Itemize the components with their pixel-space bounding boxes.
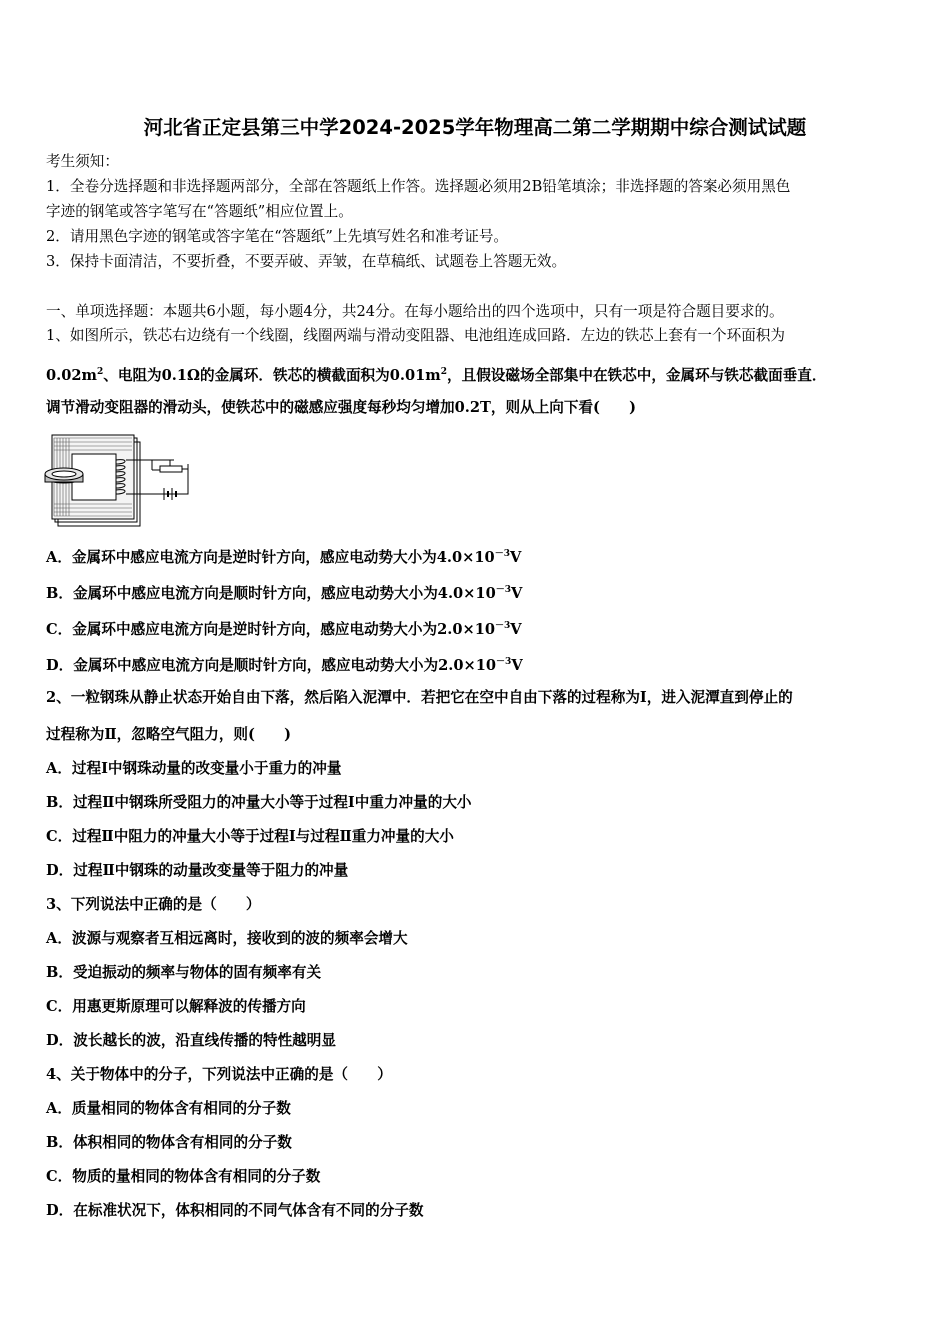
notice-line: 1．全卷分选择题和非选择题两部分，全部在答题纸上作答。选择题必须用2B铅笔填涂；非选择题的答案必须用黑色 (46, 178, 791, 195)
q1-stem-line: 1、如图所示，铁芯右边绕有一个线圈，线圈两端与滑动变阻器、电池组连成回路．左边的铁芯上套有一个环面积为 (46, 327, 785, 344)
option-unit: V (511, 656, 523, 674)
option-text: 在标准状况下，体积相同的不同气体含有不同的分子数 (73, 1202, 424, 1219)
q1-text: 、电阻为0.1Ω的金属环．铁芯的横截面积为0.01m (103, 366, 441, 384)
option-label: B． (46, 584, 73, 602)
notice-line: 字迹的钢笔或答字笔写在“答题纸”相应位置上。 (46, 203, 353, 220)
option-text: 金属环中感应电流方向是顺时针方向，感应电动势大小为 (73, 656, 439, 674)
option-label: A． (46, 930, 72, 947)
q1-stem-line: 调节滑动变阻器的滑动头，使铁芯中的磁感应强度每秒均匀增加0.2T，则从上向下看( ) (46, 399, 637, 416)
q1-text: 0.02m (46, 366, 97, 384)
q3-option (46, 1031, 336, 1051)
superscript: －3 (496, 657, 512, 667)
circuit-wires (126, 460, 188, 494)
superscript: 2 (97, 367, 104, 377)
option-value: 4.0×10 (436, 548, 495, 566)
q2-option (46, 861, 348, 881)
option-unit: V (510, 620, 522, 638)
notice-heading: 考生须知： (46, 153, 119, 170)
option-label: B． (46, 1134, 73, 1151)
q1-option (46, 580, 522, 604)
option-label: D． (46, 1202, 74, 1219)
q1-text: ，且假设磁场全部集中在铁芯中，金属环与铁芯截面垂直． (447, 366, 827, 384)
section-heading: 一、单项选择题：本题共6小题，每小题4分，共24分。在每小题给出的四个选项中，只有一项是符合题目要求的。 (46, 303, 784, 320)
option-label: C． (46, 1168, 73, 1185)
q4-option (46, 1099, 291, 1119)
q2-stem-line: 过程称为Ⅱ，忽略空气阻力，则( ) (46, 726, 292, 743)
option-value: 2.0×10 (437, 620, 496, 638)
option-text: 金属环中感应电流方向是顺时针方向，感应电动势大小为 (72, 584, 438, 602)
option-label: B． (46, 964, 73, 981)
q3-stem-line: 3、下列说法中正确的是（ ） (46, 896, 261, 913)
q4-stem-line: 4、关于物体中的分子，下列说法中正确的是（ ） (46, 1066, 392, 1083)
option-label: D． (46, 1032, 74, 1049)
superscript: －3 (494, 549, 510, 559)
option-label: A． (46, 1100, 72, 1117)
option-label: B． (46, 794, 73, 811)
notice-line: 3．保持卡面清洁，不要折叠，不要弄破、弄皱，在草稿纸、试题卷上答题无效。 (46, 253, 567, 270)
q1-option (46, 544, 521, 568)
q1-stem-line (46, 362, 826, 386)
option-label: C． (46, 620, 73, 638)
iron-core-circuit-figure (42, 430, 192, 528)
option-text: 体积相同的物体含有相同的分子数 (72, 1134, 292, 1151)
q2-option (46, 759, 341, 779)
option-label: C． (46, 828, 73, 845)
option-text: 波长越长的波，沿直线传播的特性越明显 (73, 1032, 336, 1049)
option-value: 4.0×10 (437, 584, 496, 602)
q1-option (46, 616, 522, 640)
notice-line: 2．请用黑色字迹的钢笔或答字笔在“答题纸”上先填写姓名和准考证号。 (46, 228, 509, 245)
q3-option (46, 929, 408, 949)
option-label: D． (46, 862, 74, 879)
option-value: 2.0×10 (438, 656, 497, 674)
option-text: 质量相同的物体含有相同的分子数 (71, 1100, 291, 1117)
option-text: 用惠更斯原理可以解释波的传播方向 (72, 998, 306, 1015)
option-text: 过程Ⅱ中钢珠的动量改变量等于阻力的冲量 (73, 862, 349, 879)
option-unit: V (511, 584, 523, 602)
option-text: 波源与观察者互相远离时，接收到的波的频率会增大 (71, 930, 408, 947)
q1-option (46, 652, 523, 676)
option-text: 物质的量相同的物体含有相同的分子数 (72, 1168, 321, 1185)
option-label: A． (46, 548, 72, 566)
q4-option (46, 1201, 424, 1221)
option-unit: V (509, 548, 522, 566)
q2-stem-line: 2、一粒钢珠从静止状态开始自由下落，然后陷入泥潭中．若把它在空中自由下落的过程称为Ⅰ，进入泥潭直到停止的 (46, 689, 793, 706)
q3-option (46, 963, 321, 983)
option-text: 受迫振动的频率与物体的固有频率有关 (72, 964, 322, 981)
page-title: 河北省正定县第三中学2024-2025学年物理高二第二学期期中综合测试试题 (143, 116, 807, 139)
option-label: D． (46, 656, 74, 674)
q3-option (46, 997, 306, 1017)
option-text: 金属环中感应电流方向是逆时针方向，感应电动势大小为 (71, 548, 437, 566)
q4-option (46, 1133, 292, 1153)
rheostat (160, 466, 182, 472)
q2-option (46, 793, 472, 813)
superscript: －3 (495, 585, 511, 595)
option-text: 金属环中感应电流方向是逆时针方向，感应电动势大小为 (72, 620, 438, 638)
option-text: 过程Ⅱ中阻力的冲量大小等于过程Ⅰ与过程Ⅱ重力冲量的大小 (72, 828, 454, 845)
q2-option (46, 827, 454, 847)
superscript: 2 (440, 367, 447, 377)
metal-ring (45, 468, 83, 483)
option-label: C． (46, 998, 73, 1015)
option-text: 过程Ⅰ中钢珠动量的改变量小于重力的冲量 (71, 760, 342, 777)
q4-option (46, 1167, 320, 1187)
superscript: －3 (495, 621, 511, 631)
option-text: 过程Ⅱ中钢珠所受阻力的冲量大小等于过程Ⅰ中重力冲量的大小 (72, 794, 472, 811)
option-label: A． (46, 760, 72, 777)
